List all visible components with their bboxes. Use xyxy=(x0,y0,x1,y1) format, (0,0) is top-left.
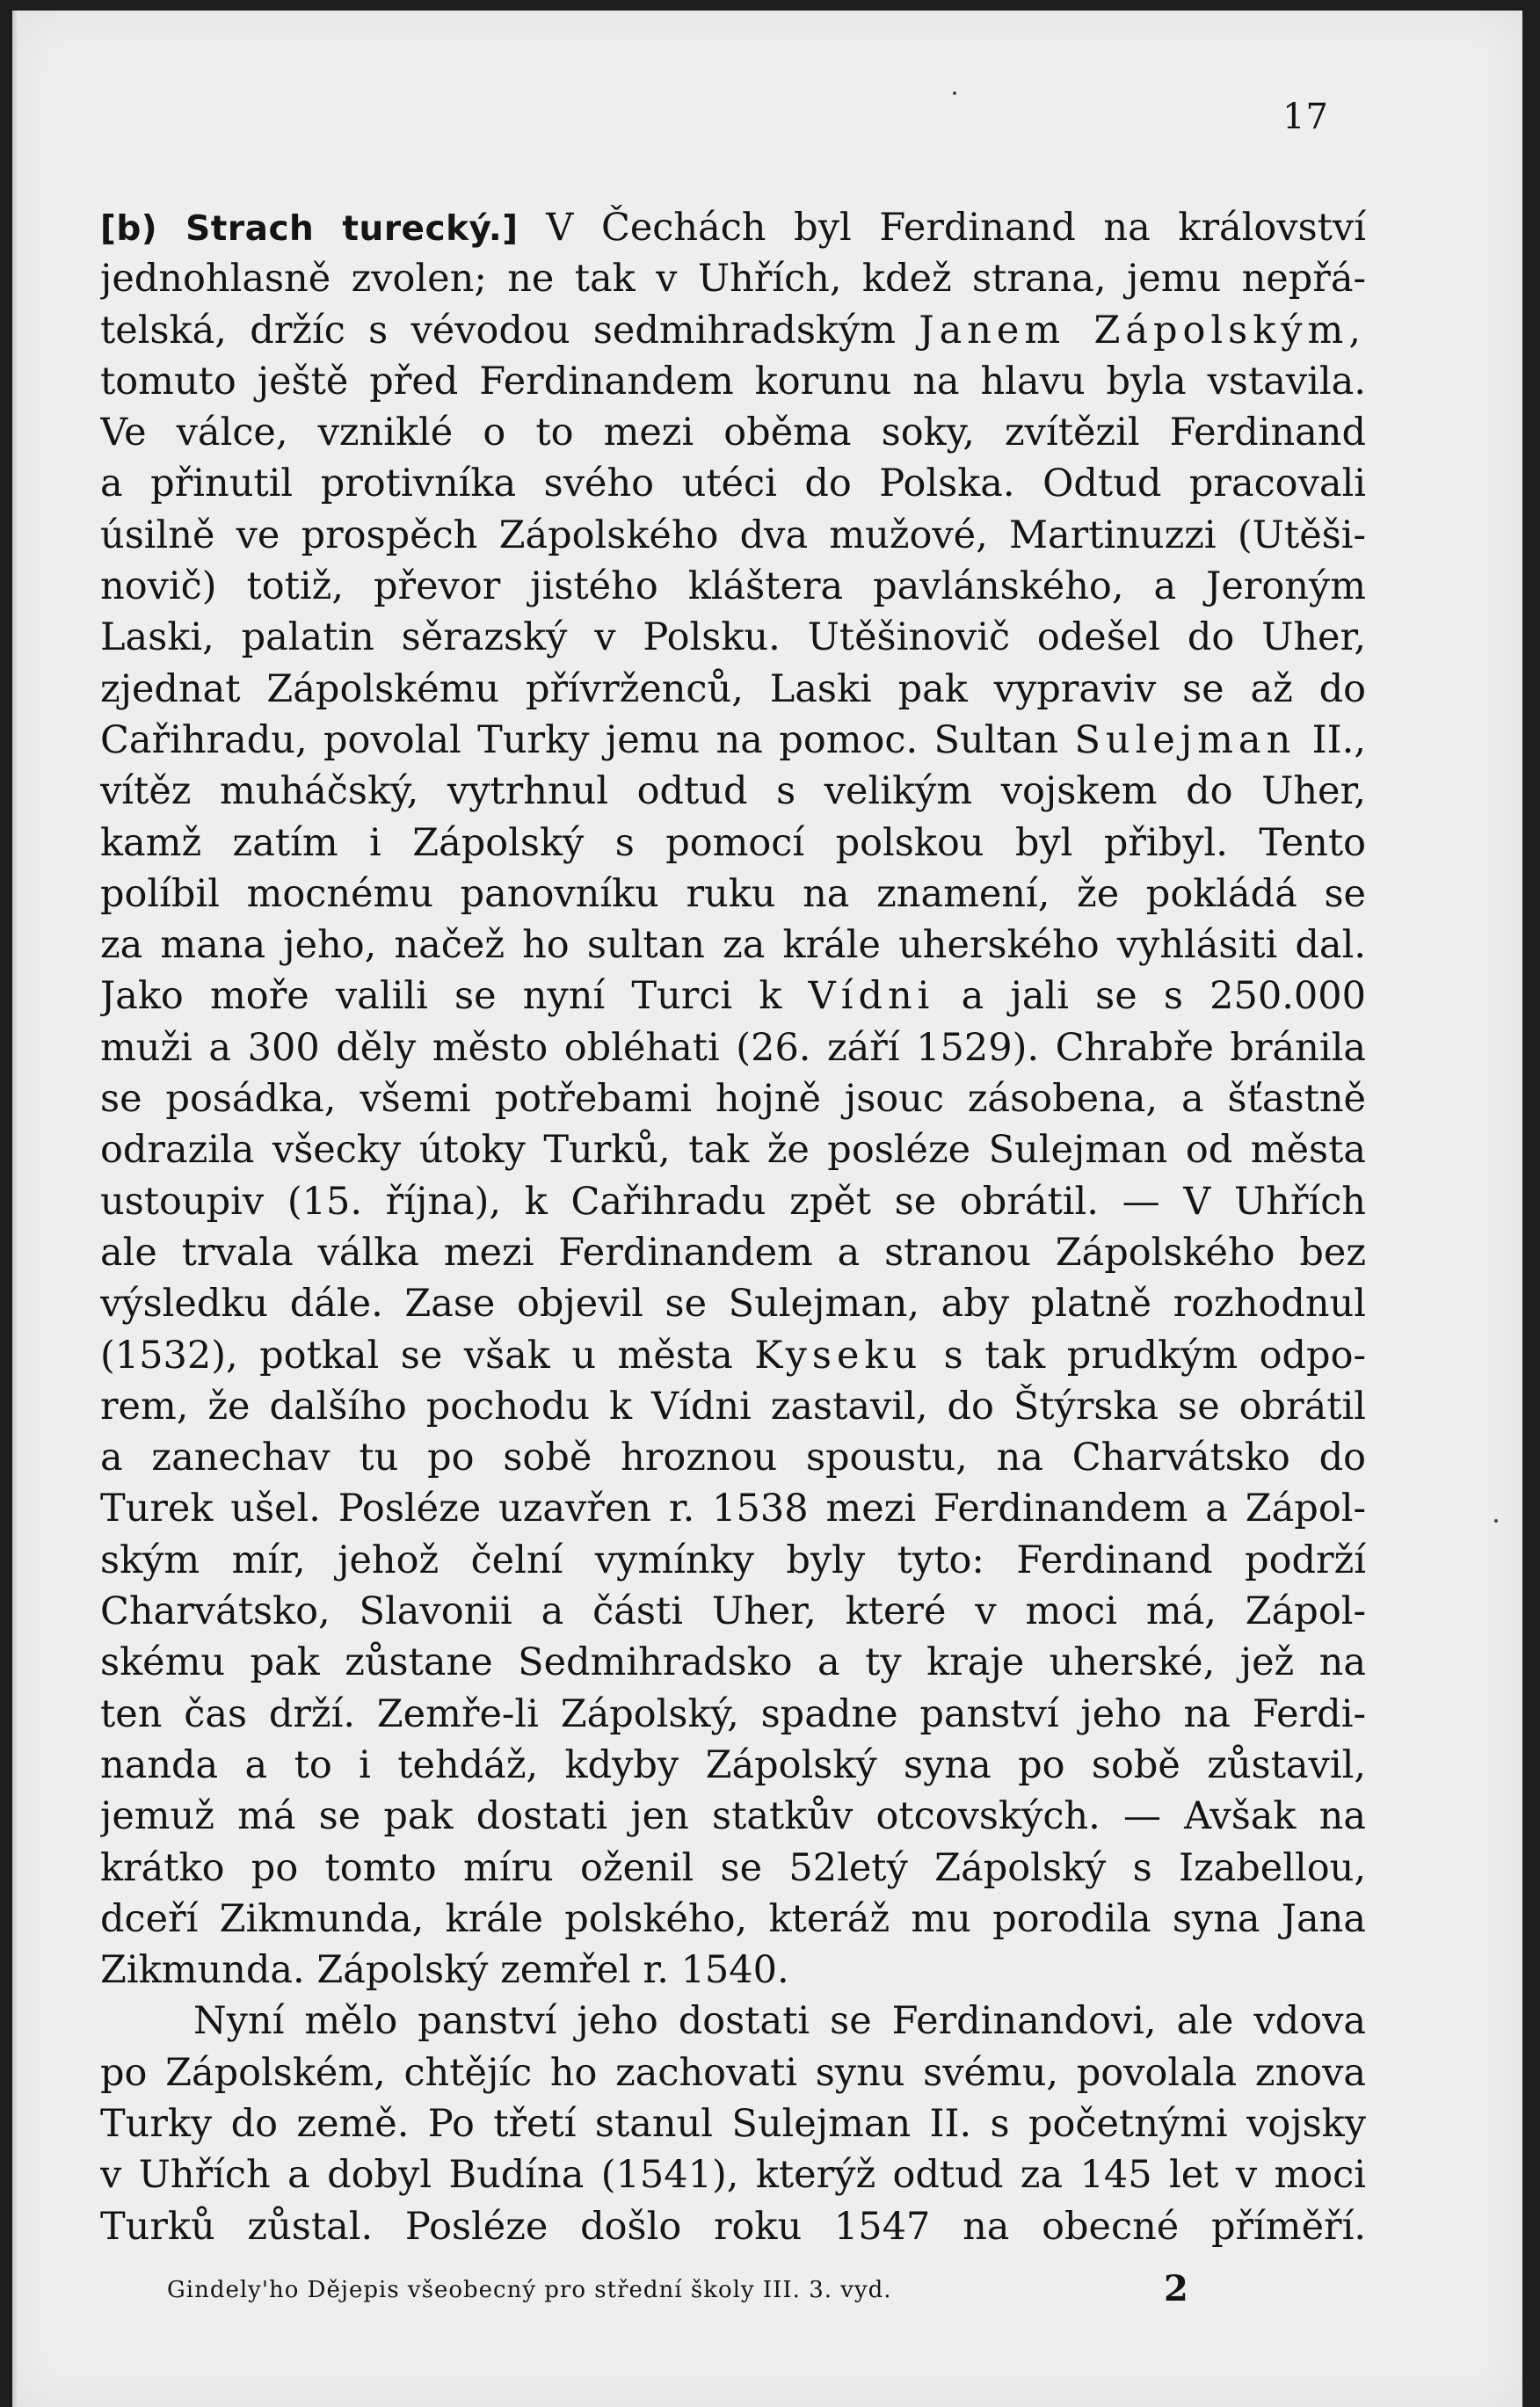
text-line: se posádka, všemi potřebami hojně jsouc zásobena, a šťastně xyxy=(100,1077,1366,1122)
text-line: Charvátsko, Slavonii a části Uher, které v moci má, Zápol- xyxy=(100,1589,1366,1634)
text-line: a zanechav tu po sobě hroznou spoustu, na Charvátsko do xyxy=(100,1436,1366,1480)
text-line: Turek ušel. Posléze uzavřen r. 1538 mezi Ferdinandem a Zápol- xyxy=(100,1487,1366,1531)
spaced-name: Kyseku xyxy=(754,1333,923,1378)
text-line: muži a 300 děly město obléhati (26. září 1529). Chrabře bránila xyxy=(100,1025,1366,1070)
text-line: jednohlasně zvolen; ne tak v Uhřích, kdež strana, jemu nepřá- xyxy=(100,257,1366,302)
book-footer: Gindely'ho Dějepis všeobecný pro střední školy III. 3. vyd. xyxy=(167,2277,892,2303)
signature-mark: 2 xyxy=(1164,2268,1188,2309)
text-line: novič) totiž, převor jistého kláštera pavlánského, a Jeroným xyxy=(100,564,1366,609)
text-line: Nyní mělo panství jeho dostati se Ferdinandovi, ale vdova xyxy=(193,1999,1366,2044)
text-line: a přinutil protivníka svého utéci do Polska. Odtud pracovali xyxy=(100,462,1366,506)
text-line: za mana jeho, načež ho sultan za krále uherského vyhlásiti dal. xyxy=(100,923,1366,968)
spaced-name: Sulejman xyxy=(1074,717,1297,762)
text-line: Turků zůstal. Posléze došlo roku 1547 na obecné příměří. xyxy=(100,2204,1366,2249)
text-line: jemuž má se pak dostati jen statkův otcovských. — Avšak na xyxy=(100,1794,1366,1839)
text-line: nanda a to i tehdáž, kdyby Zápolský syna po sobě zůstavil, xyxy=(100,1742,1366,1787)
text-line: Zikmunda. Zápolský zemřel r. 1540. xyxy=(100,1948,789,1993)
text-line: skému pak zůstane Sedmihradsko a ty kraje uherské, jež na xyxy=(100,1640,1366,1685)
text-line: telská, držíc s vévodou sedmihradským Janem Zápolským, xyxy=(100,308,1366,353)
body-text xyxy=(100,202,1366,2252)
text-line: v Uhřích a dobyl Budína (1541), kterýž odtud za 145 let v moci xyxy=(100,2153,1366,2198)
text-line: Ve válce, vzniklé o to mezi oběma soky, zvítězil Ferdinand xyxy=(100,411,1366,455)
paper-speck xyxy=(953,91,956,95)
section-heading: Strach turecký. xyxy=(185,209,503,249)
text-line: kamž zatím i Zápolský s pomocí polskou byl přibyl. Tento xyxy=(100,820,1366,865)
text-line: úsilně ve prospěch Zápolského dva mužové, Martinuzzi (Utěši- xyxy=(100,513,1366,557)
text-line: rem, že dalšího pochodu k Vídni zastavil, do Štýrska se obrátil xyxy=(100,1384,1366,1429)
text-line: políbil mocnému panovníku ruku na znamení, že pokládá se xyxy=(100,871,1366,916)
text-line: Jako moře valili se nyní Turci k Vídni a jali se s 250.000 xyxy=(100,974,1366,1019)
book-page xyxy=(12,11,1522,2407)
text-line: Cařihradu, povolal Turky jemu na pomoc. Sultan Sulejman II., xyxy=(100,717,1366,762)
page-spine-shadow xyxy=(12,11,19,2407)
page-number: 17 xyxy=(1282,97,1329,137)
text-line: krátko po tomto míru oženil se 52letý Zápolský s Izabellou, xyxy=(100,1845,1366,1890)
paper-speck xyxy=(1494,1519,1498,1523)
spaced-name: Vídni xyxy=(808,974,935,1019)
text-line: vítěz muháčský, vytrhnul odtud s velikým vojskem do Uher, xyxy=(100,769,1366,814)
text-line: (1532), potkal se však u města Kyseku s tak prudkým odpo- xyxy=(100,1333,1366,1378)
text-line: ale trvala válka mezi Ferdinandem a stranou Zápolského bez xyxy=(100,1230,1366,1275)
text-line: ten čas drží. Zemře-li Zápolský, spadne panství jeho na Ferdi- xyxy=(100,1691,1366,1736)
text-line: výsledku dále. Zase objevil se Sulejman, aby platně rozhodnul xyxy=(100,1282,1366,1327)
spaced-name: Janem Zápolským, xyxy=(919,308,1366,353)
text-line: odrazila všecky útoky Turků, tak že posléze Sulejman od města xyxy=(100,1128,1366,1173)
text-line: po Zápolském, chtějíc ho zachovati synu svému, povolala znova xyxy=(100,2050,1366,2095)
text-line: tomuto ještě před Ferdinandem korunu na hlavu byla vstavila. xyxy=(100,359,1366,404)
text-line: zjednat Zápolskému přívrženců, Laski pak vypraviv se až do xyxy=(100,666,1366,711)
text-line: Turky do země. Po třetí stanul Sulejman II. s početnými vojsky xyxy=(100,2101,1366,2146)
text-line: [b) Strach turecký.] V Čechách byl Ferdinand na království xyxy=(100,206,1366,250)
text-line: ským mír, jehož čelní vymínky byly tyto: Ferdinand podrží xyxy=(100,1538,1366,1582)
text-line: dceří Zikmunda, krále polského, kteráž mu porodila syna Jana xyxy=(100,1896,1366,1941)
text-line: Laski, palatin sěrazský v Polsku. Utěšinovič odešel do Uher, xyxy=(100,615,1366,660)
text-line: ustoupiv (15. října), k Cařihradu zpět se obrátil. — V Uhřích xyxy=(100,1179,1366,1224)
